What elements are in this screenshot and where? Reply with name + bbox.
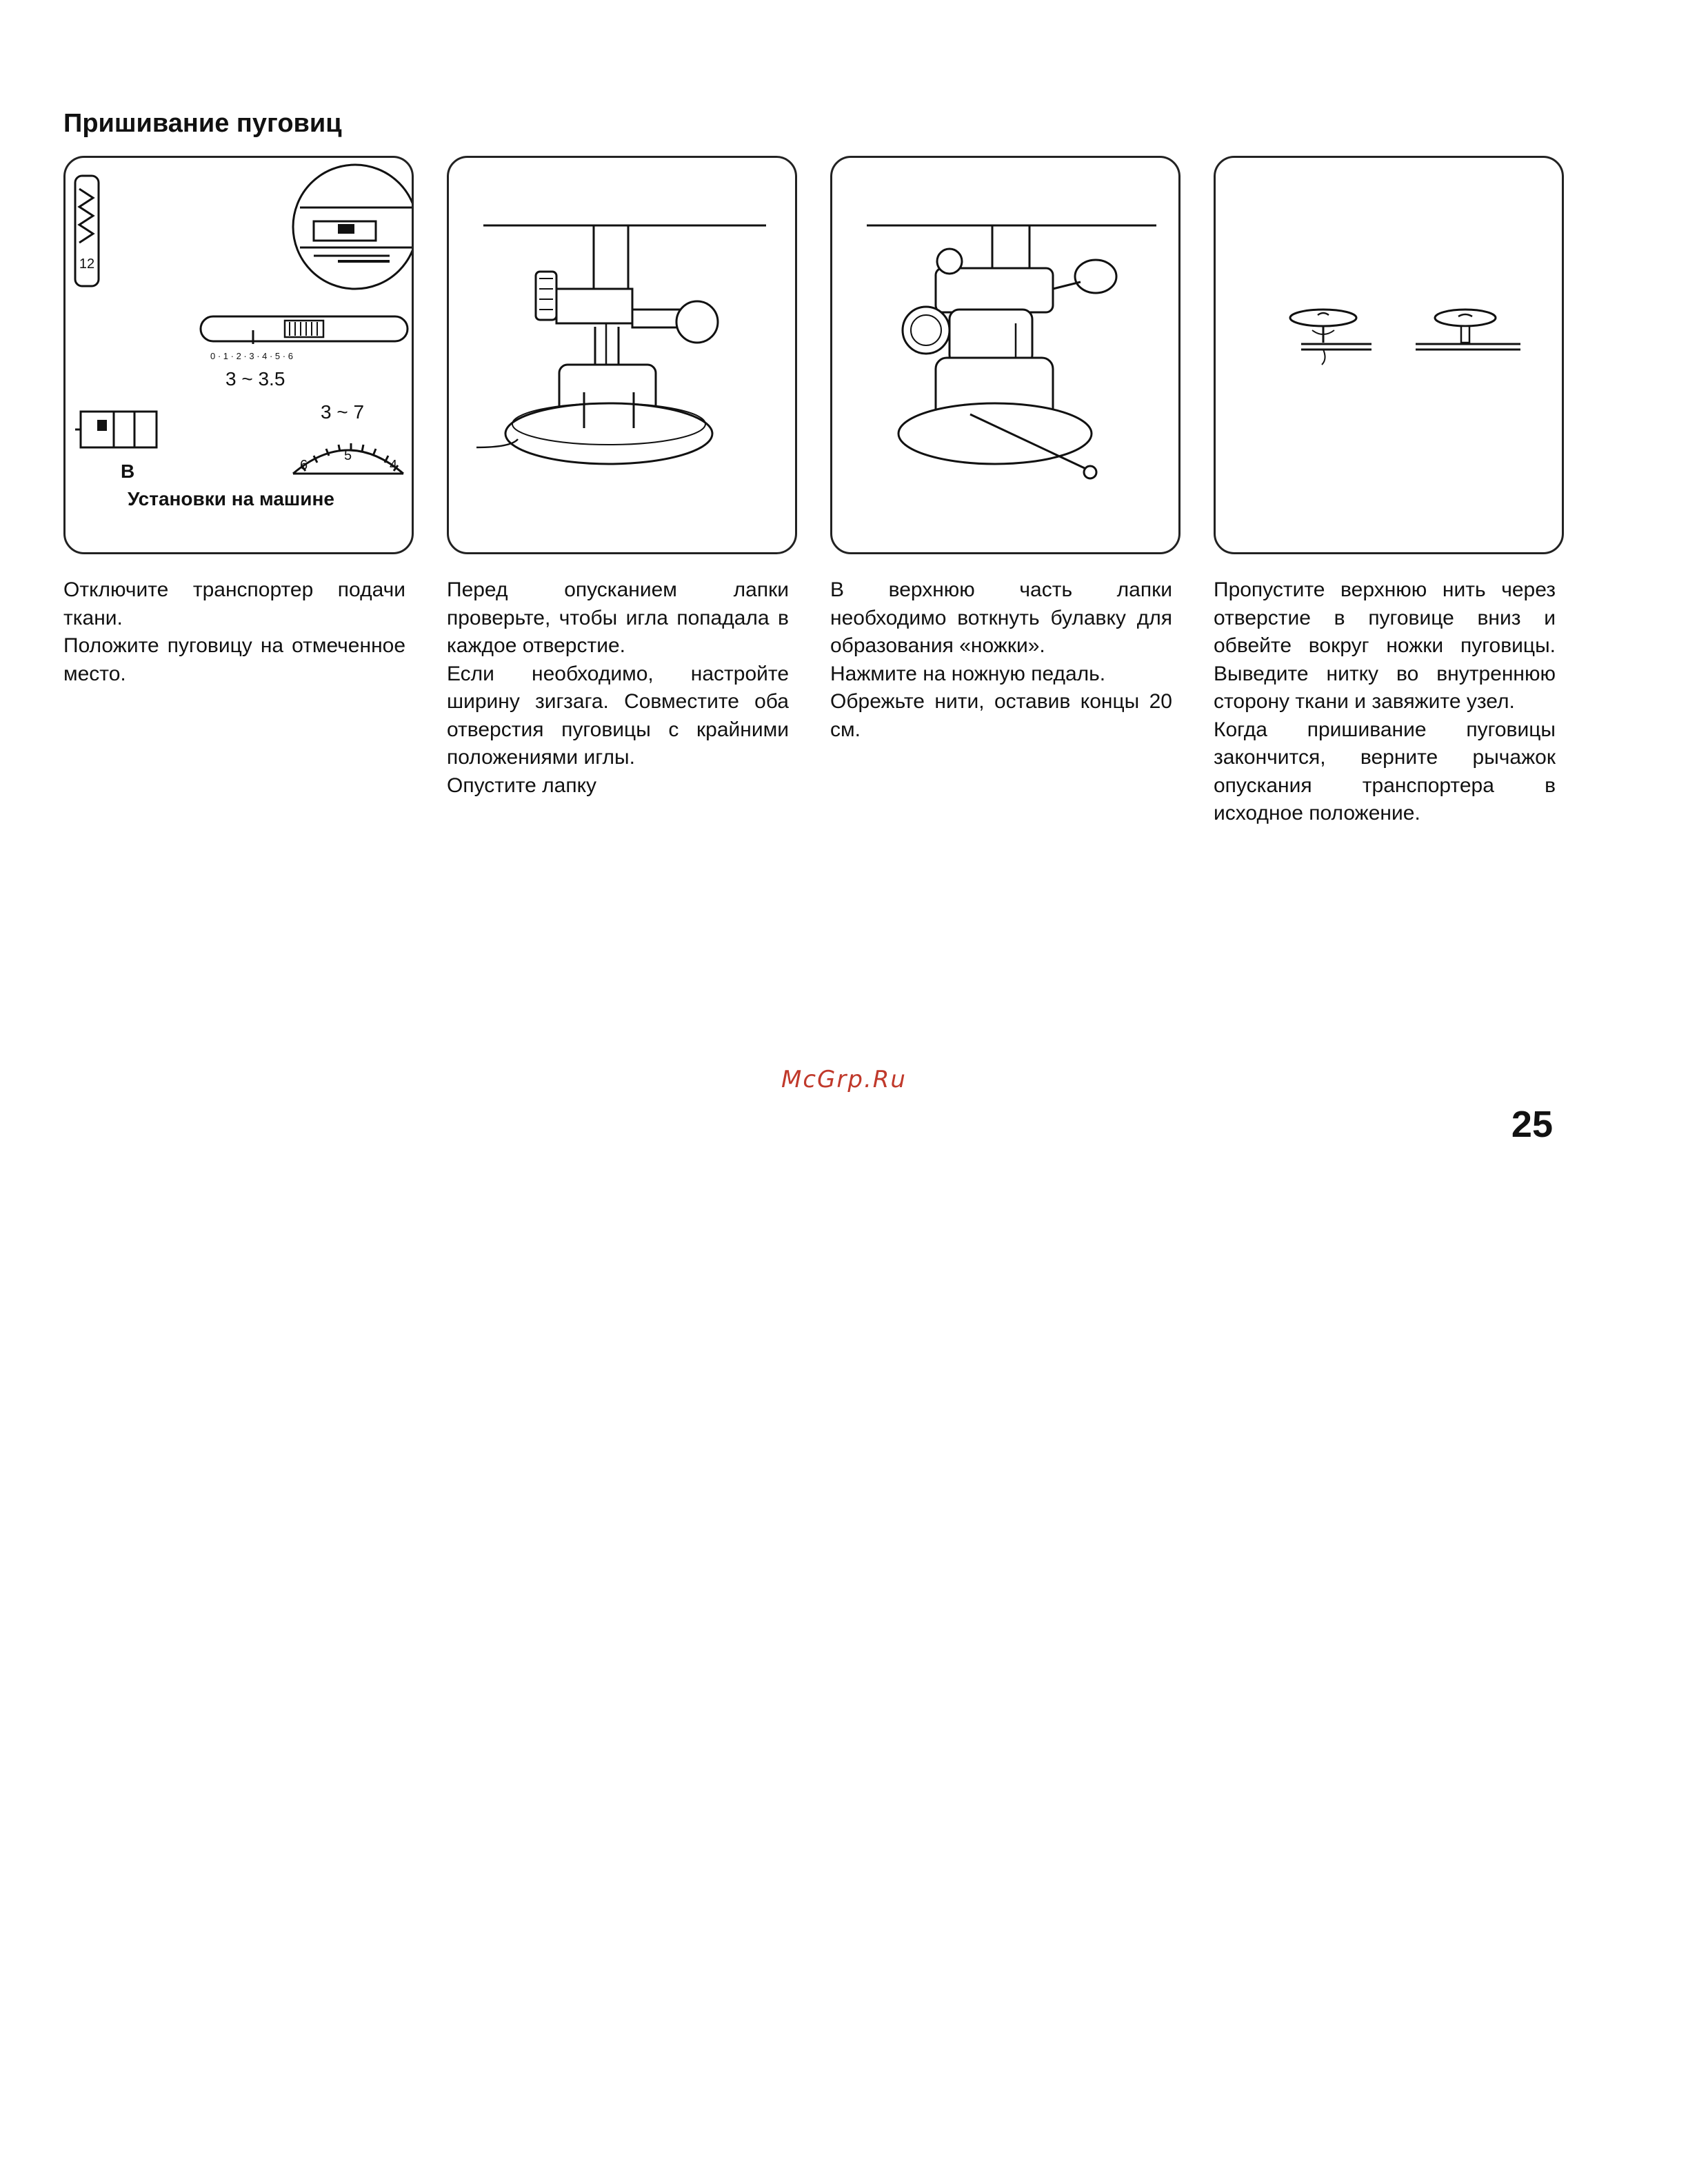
stitch-width-slider-icon [201,316,408,390]
column-4-paragraph: Пропустите верхнюю нить через отверстие в пуговице вниз и обвейте вокруг ножки пуговицы. Выведите нитку во внутреннюю сторону ткани и завяжите узел. [1214,578,1556,713]
column-4-paragraph: Когда пришивание пуговицы закончится, верните рычажок опускания транспортера в исходное положение. [1214,718,1556,825]
finished-button-illustration [1216,158,1562,552]
column-3-paragraph: Нажмите на ножную педаль. [830,662,1106,685]
column-3-paragraph: Обрежьте нити, оставив концы 20 см. [830,690,1172,741]
presser-foot-front-panel [447,156,797,554]
column-2-paragraph: Если необходимо, настройте ширину зигзага. Совместите оба отверстия пуговицы с крайними положениями иглы. [447,662,789,769]
settings-caption: Установки на машине [128,488,334,509]
column-2-paragraph: Опустите лапку [447,774,597,797]
machine-settings-panel [63,156,414,554]
column-2-paragraph: Перед опусканием лапки проверьте, чтобы игла попадала в каждое отверстие. [447,578,789,657]
dial-digit-5: 5 [344,448,352,463]
button-shank-icon [1290,310,1372,365]
pin-shank-panel [830,156,1180,554]
machine-settings-illustration [66,158,412,552]
column-3-paragraph: В верхнюю часть лапки необходимо воткнуть булавку для образования «ножки». [830,578,1172,657]
page-number: 25 [1511,1104,1553,1145]
column-1-paragraph: Положите пуговицу на отмеченное место. [63,634,405,685]
length-setting: 3 ~ 7 [321,401,365,423]
stitch-length-dial-icon [293,401,403,474]
width-setting: 3 ~ 3.5 [225,368,285,390]
button-icon [505,403,712,464]
needle-front-illustration [449,158,795,552]
column-1 [63,576,405,688]
button-sewn-icon [1416,310,1520,350]
width-scale: 0 · 1 · 2 · 3 · 4 · 5 · 6 [210,351,293,361]
foot-label: B [121,461,135,482]
button-icon [898,403,1092,464]
watermark-link[interactable]: McGrp.Ru [781,1066,907,1093]
column-2 [447,576,789,800]
column-3 [830,576,1172,744]
zigzag-pattern-icon [75,176,99,286]
feed-dog-switch-icon [293,165,412,289]
finished-button-panel [1214,156,1564,554]
pin-shank-illustration [832,158,1178,552]
presser-foot-b-icon [75,412,157,482]
column-4 [1214,576,1556,828]
screw-knob-icon [903,307,950,354]
dial-digit-4: 4 [390,458,398,473]
page-title: Пришивание пуговиц [63,109,342,138]
dial-digit-6: 6 [300,458,308,473]
column-1-paragraph: Отключите транспортер подачи ткани. [63,578,405,629]
pattern-number: 12 [79,256,95,272]
